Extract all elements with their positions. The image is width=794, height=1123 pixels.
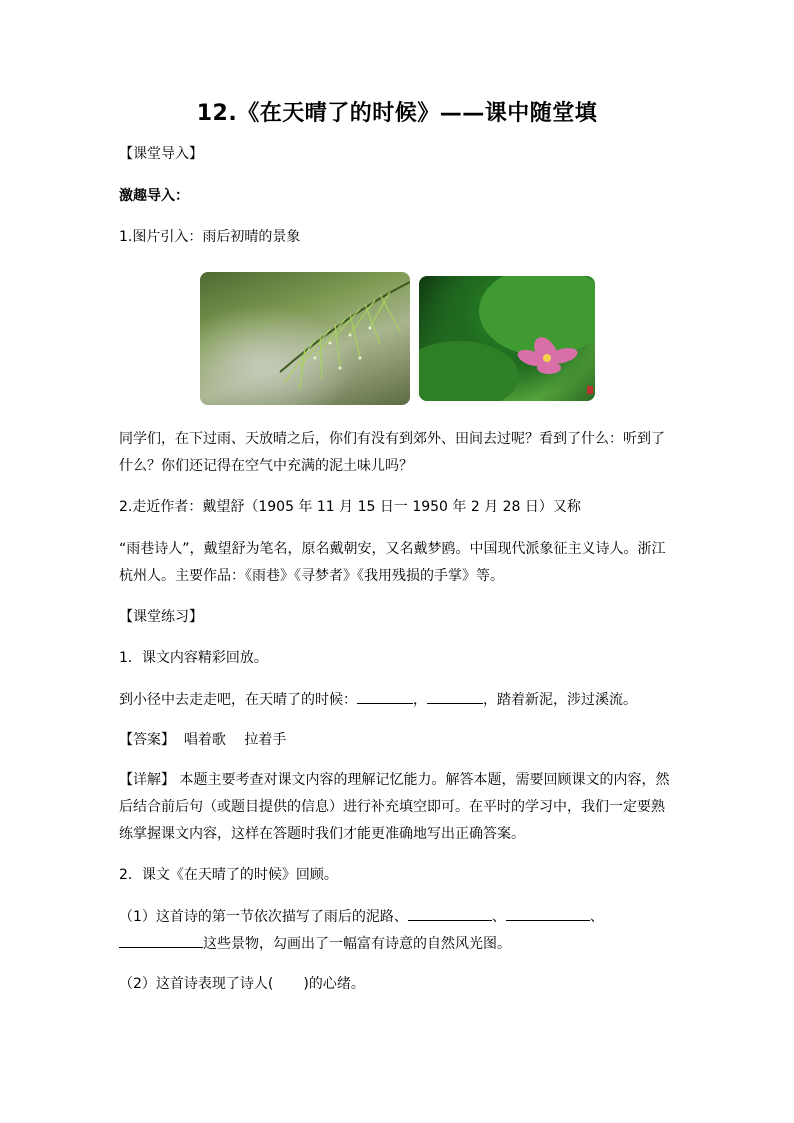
item-2-author: 2.走近作者：戴望舒（1905 年 11 月 15 日一 1950 年 2 月 28 日）又称 — [119, 499, 581, 515]
q2-sub1-sep-1: 、 — [491, 909, 506, 925]
q2-sub1-text-b: 这些景物，勾画出了一幅富有诗意的自然风光图。 — [203, 936, 511, 952]
q2-sub1-sep-2: 、 — [589, 909, 604, 925]
lotus-photo — [419, 276, 595, 401]
question-1-label: 1．课文内容精彩回放。 — [119, 650, 268, 666]
page-title: 12.《在天晴了的时候》——课中随堂填 — [196, 101, 598, 126]
q2-blank-2[interactable] — [506, 906, 590, 921]
question-1-text — [119, 689, 637, 710]
q1-text-b: ，踏着新泥，涉过溪流。 — [483, 692, 637, 708]
intro-subheading: 激趣导入： — [119, 188, 189, 204]
q2-sub1-text-a: （1）这首诗的第一节依次描写了雨后的泥路、 — [119, 909, 408, 925]
explain-text-1: 本题主要考查对课文内容的理解记忆能力。解答本题，需要回顾课文的内容，然 — [179, 772, 670, 788]
q2-blank-3[interactable] — [119, 933, 203, 948]
explain-line-3: 练掌握课文内容，这样在答题时我们才能更准确地写出正确答案。 — [119, 826, 525, 842]
q2-blank-4[interactable] — [273, 974, 303, 988]
item-1-picture-intro: 1.图片引入：雨后初晴的景象 — [119, 229, 301, 245]
rain-droplets-photo — [200, 272, 410, 405]
author-paragraph-line-2: 杭州人。主要作品：《雨巷》《寻梦者》《我用残损的手掌》等。 — [119, 568, 504, 584]
answer-line — [119, 730, 286, 750]
section-intro-heading: 【课堂导入】 — [119, 146, 203, 162]
q2-sub2-text-a: （2）这首诗表现了诗人( — [119, 976, 274, 992]
explain-line-1 — [119, 770, 669, 790]
q1-text-a: 到小径中去走走吧，在天晴了的时候： — [119, 692, 357, 708]
answer-text: 唱着歌 拉着手 — [183, 732, 287, 748]
section-practice-heading: 【课堂练习】 — [119, 609, 203, 625]
question-2-sub-1-line-2 — [119, 933, 511, 954]
explain-label: 【详解】 — [119, 772, 175, 788]
question-2-label: 2．课文《在天晴了的时候》回顾。 — [119, 867, 338, 883]
explain-line-2: 后结合前后句（或题目提供的信息）进行补充填空即可。在平时的学习中，我们一定要熟 — [119, 799, 665, 815]
author-paragraph-line-1: “雨巷诗人”，戴望舒为笔名，原名戴朝安，又名戴梦鸥。中国现代派象征主义诗人。浙江 — [119, 541, 666, 557]
q2-sub2-text-b: )的心绪。 — [303, 976, 365, 992]
q2-blank-1[interactable] — [408, 906, 492, 921]
intro-paragraph-line-1: 同学们，在下过雨、天放晴之后，你们有没有到郊外、田间去过呢？看到了什么：听到了 — [119, 431, 665, 447]
question-2-sub-2 — [119, 974, 365, 994]
question-2-sub-1-line-1 — [119, 906, 604, 927]
intro-paragraph-line-2: 什么？你们还记得在空气中充满的泥土味儿吗？ — [119, 458, 413, 474]
q1-blank-1[interactable] — [357, 689, 413, 704]
q1-blank-2[interactable] — [427, 689, 483, 704]
q1-separator: ， — [413, 692, 427, 708]
answer-label: 【答案】 — [119, 732, 175, 748]
